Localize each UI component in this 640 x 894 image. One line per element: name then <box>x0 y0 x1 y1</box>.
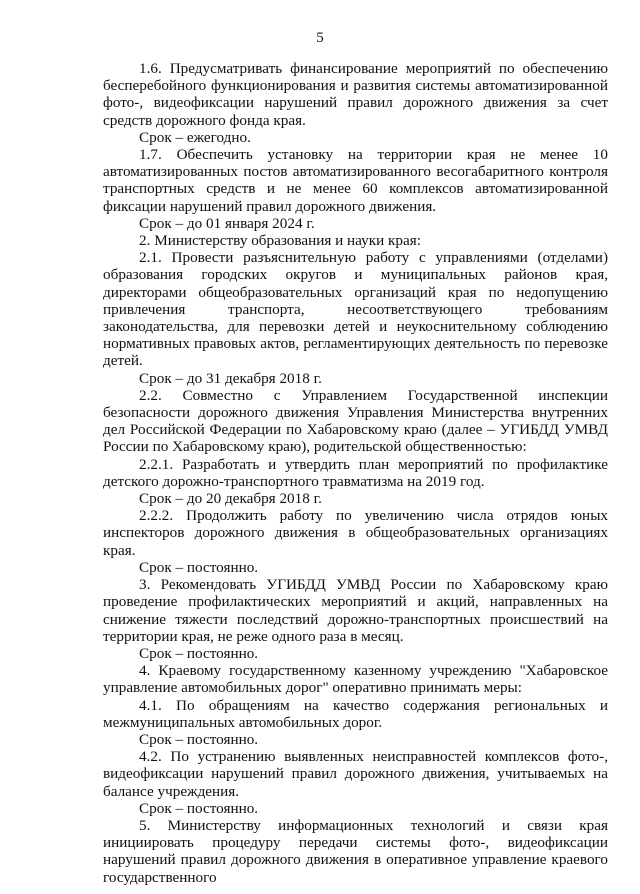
paragraph: 2.2.2. Продолжить работу по увеличению числа отрядов юных инспекторов дорожного движения в общеобразовательных организациях края. <box>103 507 608 559</box>
paragraph: 4.2. По устранению выявленных неисправностей комплексов фото-, видеофиксации нарушений правил дорожного движения, учитываемых на балансе учреждения. <box>103 748 608 800</box>
paragraph: 4.1. По обращениям на качество содержания региональных и межмуниципальных автомобильных дорог. <box>103 696 608 731</box>
paragraph: 2.2. Совместно с Управлением Государственной инспекции безопасности дорожного движения Управления Министерства внутренних дел Российской Федерации по Хабаровскому краю (далее – УГИБДД УМВД России по Хабаровскому краю), родительской общественностью: <box>103 386 608 456</box>
paragraph: 5. Министерству информационных технологий и связи края инициировать процедуру передачи системы фото-, видеофиксации нарушений правил дорожного движения в оперативное управление краевого государственного <box>103 816 608 886</box>
paragraph: Срок – до 01 января 2024 г. <box>139 214 315 232</box>
page-number: 5 <box>316 30 324 46</box>
paragraph: Срок – до 20 декабря 2018 г. <box>139 490 322 508</box>
paragraph: 3. Рекомендовать УГИБДД УМВД России по Хабаровскому краю проведение профилактических мероприятий и акций, направленных на снижение тяжести последствий дорожно-транспортных происшествий на территории края, не реже одного раза в месяц. <box>103 576 608 645</box>
paragraph: Срок – постоянно. <box>139 730 259 748</box>
paragraph: Срок – ежегодно. <box>139 128 251 146</box>
paragraph: 1.6. Предусматривать финансирование мероприятий по обеспечению бесперебойного функционирования и развития системы автоматизированной фото-, видеофиксации нарушений правил дорожного движения за счет средств дорожного фонда края. <box>103 60 608 129</box>
paragraph: 2. Министерству образования и науки края: <box>139 232 421 250</box>
paragraph: Срок – до 31 декабря 2018 г. <box>139 369 322 387</box>
document-body <box>103 60 608 886</box>
paragraph: 2.2.1. Разработать и утвердить план мероприятий по профилактике детского дорожно-транспортного травматизма на 2019 год. <box>103 455 608 490</box>
paragraph: 4. Краевому государственному казенному учреждению "Хабаровское управление автомобильных дорог" оперативно принимать меры: <box>103 662 608 697</box>
paragraph: 2.1. Провести разъяснительную работу с управлениями (отделами) образования городских округов и муниципальных районов края, директорами общеобразовательных организаций края по недопущению привлечения транспорта, несоответствующего требованиям законодательства, для перевозки детей и неукоснительному соблюдению нормативных правовых актов, регламентирующих деятельность по перевозке детей. <box>103 249 608 370</box>
paragraph: 1.7. Обеспечить установку на территории края не менее 10 автоматизированных постов автоматизированного весогабаритного контроля транспортных средств и не менее 60 комплексов автоматизированной фиксации нарушений правил дорожного движения. <box>103 146 608 215</box>
paragraph: Срок – постоянно. <box>139 799 259 817</box>
paragraph: Срок – постоянно. <box>139 558 259 576</box>
paragraph: Срок – постоянно. <box>139 644 259 662</box>
